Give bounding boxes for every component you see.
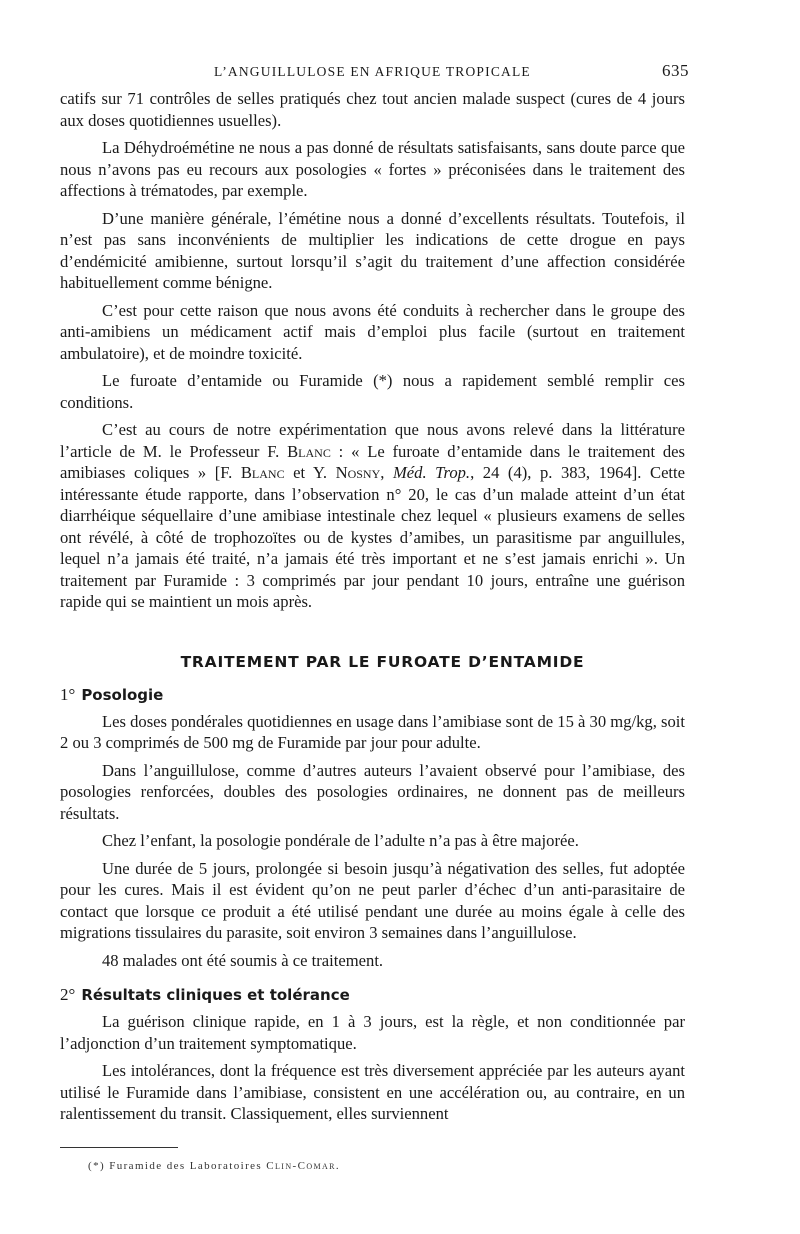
citation-text: : « Le furoate d’entamide dans le traitement des amibiases coliques » [F. <box>60 441 685 482</box>
section-heading: TRAITEMENT PAR LE FUROATE D’ENTAMIDE <box>180 652 585 671</box>
subsection-number: 2° <box>60 985 76 1004</box>
body-paragraph: 48 malades ont été soumis à ce traitement. <box>102 950 384 970</box>
body-paragraph: La guérison clinique rapide, en 1 à 3 jours, est la règle, et non conditionnée par l’adjonction d’un traitement symptomatique. <box>60 1012 685 1053</box>
subsection-title: Posologie <box>81 685 164 704</box>
running-title: L’ANGUILLULOSE EN AFRIQUE TROPICALE <box>214 64 531 79</box>
author-name: Blanc <box>240 463 285 482</box>
page-number: 635 <box>662 61 689 80</box>
subsection-title: Résultats cliniques et tolérance <box>81 986 350 1004</box>
body-paragraph: C’est pour cette raison que nous avons été conduits à rechercher dans le groupe des anti-amibiens un médicament actif mais d’emploi plus facile (surtout en traitement ambulatoire), et de moindre toxicité. <box>60 300 685 363</box>
citation-text: , 24 (4), p. 383, 1964]. Cette intéressante étude rapporte, dans l’observation n° 20, le cas d’un malade atteint d’un état diarrhéique séquellaire d’une amibiase intestinale chez lequel « plusieurs examens de selles ont révélé, à côté de trophozoïtes ou de kystes d’amibes, un parasitisme par anguillules, lequel n’a jamais été traité, n’a jamais été très important et ne s’est jamais enrichi ». Un traitement par Furamide : 3 comprimés par jour pendant 10 jours, entraîne une guérison rapide qui se maintient un mois après. <box>60 463 686 611</box>
footnote <box>88 1160 685 1172</box>
body-paragraph: Une durée de 5 jours, prolongée si besoin jusqu’à négativation des selles, fut adoptée pour les cures. Mais il est évident qu’on ne peut parler d’échec d’un anti-parasitaire de contact que lorsque ce produit a été utilisé pendant une durée au moins égale à celle des migrations tissulaires du parasite, soit environ 3 semaines dans l’anguillulose. <box>60 858 685 942</box>
body-paragraph: D’une manière générale, l’émétine nous a donné d’excellents résultats. Toutefois, il n’est pas sans inconvénients de multiplier les indications de cette drogue en pays d’endémicité amibienne, surtout lorsqu’il s’agit du traitement d’une affection considérée habituellement comme bénigne. <box>60 208 685 292</box>
body-paragraph: La Déhydroémétine ne nous a pas donné de résultats satisfaisants, sans doute parce que nous n’avons pas eu recours aux posologies « fortes » préconisées dans le traitement des affections à trématodes, par exemple. <box>60 138 685 200</box>
body-paragraph: Dans l’anguillulose, comme d’autres auteurs l’avaient observé pour l’amibiase, des posologies renforcées, doubles des posologies ordinaires, ne donnent pas de meilleurs résultats. <box>60 760 685 823</box>
body-paragraph: Le furoate d’entamide ou Furamide (*) nous a rapidement semblé remplir ces conditions. <box>60 371 685 412</box>
footnote-lab: Clin-Comar. <box>266 1159 341 1172</box>
subsection-heading <box>60 685 685 705</box>
footnote-text: Furamide des Laboratoires <box>109 1159 267 1172</box>
body-paragraph: catifs sur 71 contrôles de selles pratiqués chez tout ancien malade suspect (cures de 4 jours aux doses quotidiennes usuelles). <box>60 89 685 130</box>
author-name: Nosny <box>335 463 381 482</box>
body-paragraph: Les intolérances, dont la fréquence est très diversement appréciée par les auteurs ayant utilisé le Furamide dans l’amibiase, consistent en une accélération ou, au contraire, en un ralentissement du transit. Classiquement, elles surviennent <box>60 1061 685 1123</box>
subsection-number: 1° <box>60 684 76 704</box>
citation-text: , <box>380 463 393 482</box>
running-head <box>60 58 689 86</box>
body-paragraph: Chez l’enfant, la posologie pondérale de l’adulte n’a pas à être majorée. <box>102 831 579 850</box>
journal-name: Méd. Trop. <box>392 463 471 482</box>
body-paragraph: Les doses pondérales quotidiennes en usage dans l’amibiase sont de 15 à 30 mg/kg, soit 2 ou 3 comprimés de 500 mg de Furamide par jour pour adulte. <box>60 711 685 752</box>
citation-text: C’est au cours de notre expérimentation que nous avons relevé dans la littérature l’article de M. le Professeur F. <box>60 420 685 461</box>
subsection-heading <box>60 985 685 1005</box>
citation-paragraph <box>60 419 685 613</box>
journal-page <box>60 58 689 1172</box>
footnote-divider <box>60 1147 178 1148</box>
footnote-marker: (*) <box>88 1159 106 1172</box>
citation-text: et Y. <box>284 463 336 482</box>
author-name: Blanc <box>287 441 331 461</box>
